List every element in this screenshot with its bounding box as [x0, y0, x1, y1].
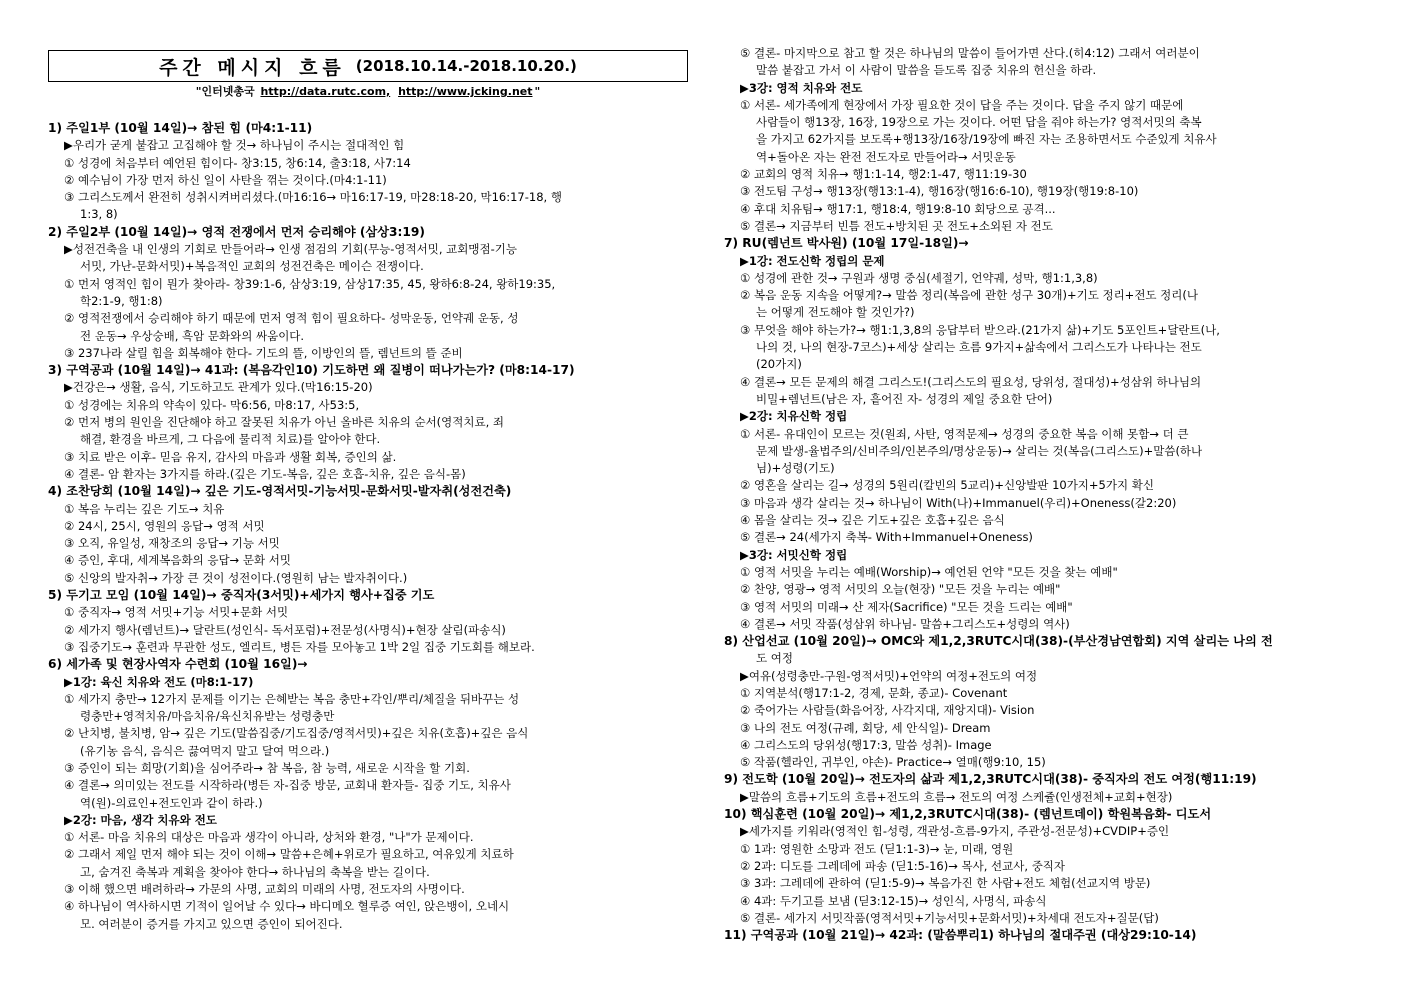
list-item: ① 복음 누리는 깊은 기도→ 치유	[64, 501, 225, 516]
continuation-line: 서밋, 가난-문화서밋)+복음적인 교회의 성전건축은 메이슨 전쟁이다.	[80, 259, 424, 274]
list-item: ④ 4과: 두기고를 보냄 (딛3:12-15)→ 성인식, 사명식, 파송식	[740, 893, 1047, 908]
summary-line: ▶여유(성령충만-구원-영적서밋)+언약의 여정+전도의 여정	[740, 668, 1038, 683]
list-item: ② 난치병, 불치병, 암→ 깊은 기도(말씀집중/기도집중/영적서밋)+깊은 치유(호흡)+깊은 음식	[64, 726, 529, 741]
list-item: ① 서론- 세가족에게 현장에서 가장 필요한 것이 답을 주는 것이다. 답을 주지 않기 때문에	[740, 97, 1184, 112]
list-item: ⑤ 결론- 세가지 서밋작품(영적서밋+기능서밋+문화서밋)+차세대 전도자+질문(답)	[740, 910, 1159, 925]
list-item: ③ 오직, 유일성, 재창조의 응답→ 기능 서밋	[64, 536, 280, 551]
lecture-heading: ▶1강: 전도신학 정립의 문제	[740, 253, 885, 268]
links-prefix: "인터넷총국	[195, 85, 255, 98]
list-item: ① 1과: 영원한 소망과 전도 (딛1:1-3)→ 눈, 미래, 영원	[740, 841, 1014, 856]
list-item: ⑤ 결론→ 24(세가지 축복- With+Immanuel+Oneness)	[740, 530, 1033, 545]
list-item: ④ 그리스도의 당위성(행17:3, 말씀 성취)- Image	[740, 737, 992, 752]
list-item: ① 성경에 관한 것→ 구원과 생명 중심(세절기, 언약궤, 성막, 행1:1,3,8)	[740, 270, 1098, 285]
list-item: ① 중직자→ 영적 서밋+기능 서밋+문화 서밋	[64, 605, 289, 620]
section-heading: 8) 산업선교 (10월 20일)→ OMC와 제1,2,3RUTC시대(38)-(부산경남연합회) 지역 살리는 나의 전	[724, 634, 1273, 649]
list-item: ② 2과: 디도를 그레데에 파송 (딛1:5-16)→ 목사, 선교사, 중직자	[740, 858, 1066, 873]
section-heading: 1) 주일1부 (10월 14일)→ 참된 힘 (마4:1-11)	[48, 121, 313, 135]
list-item: ③ 마음과 생각 살리는 것→ 하나님이 With(나)+Immanuel(우리)+Oneness(갈2:20)	[740, 495, 1177, 510]
list-item: ① 서론- 마음 치유의 대상은 마음과 생각이 아니라, 상처와 환경, "나"가 문제이다.	[64, 830, 474, 845]
continuation-line: 고, 숨겨진 축복과 계획을 찾아야 한다→ 하나님의 축복을 받는 길이다.	[80, 864, 430, 879]
continuation-line: 모. 여러분이 증거를 가지고 있으면 증인이 되어진다.	[80, 916, 343, 931]
list-item: ④ 하나님이 역사하시면 기적이 일어날 수 있다→ 바디메오 혈루증 여인, 앉은뱅이, 오네시	[64, 899, 510, 914]
list-item: ③ 나의 전도 여정(규례, 회당, 세 안식일)- Dream	[740, 720, 991, 735]
continuation-line: 을 가지고 62가지를 보도록+행13장/16장/19장에 빠진 자는 조용하면서도 수준있게 치유사	[756, 132, 1217, 147]
section-heading: 4) 조찬당회 (10월 14일)→ 깊은 기도-영적서밋-기능서밋-문화서밋-발자취(성전건축)	[48, 484, 512, 499]
link-data-rutc[interactable]: http://data.rutc.com,	[260, 85, 391, 98]
continuation-line: 학2:1-9, 행1:8)	[80, 293, 163, 308]
list-item: ⑤ 결론- 마지막으로 참고 할 것은 하나님의 말씀이 들어가면 산다.(히4:12) 그래서 여러분이	[740, 46, 1200, 60]
list-item: ③ 그리스도께서 완전히 성취시켜버리셨다.(마16:16→ 마16:17-19, 마28:18-20, 막16:17-18, 행	[64, 190, 562, 205]
list-item: ③ 영적 서밋의 미래→ 산 제자(Sacrifice) "모든 것을 드리는 예배"	[740, 599, 1073, 614]
list-item: ① 영적 서밋을 누리는 예배(Worship)→ 예언된 언약 "모든 것을 찾는 예배"	[740, 564, 1118, 579]
list-item: ③ 3과: 그레데에 관하여 (딛1:5-9)→ 복음가진 한 사람+전도 체험(선교지역 방문)	[740, 876, 1151, 891]
section-heading: 6) 세가족 및 현장사역자 수련회 (10월 16일)→	[48, 657, 308, 672]
list-item: ② 세가지 행사(렘넌트)→ 달란트(성인식- 독서포럼)+전문성(사명식)+현장 살림(파송식)	[64, 622, 506, 637]
list-item: ④ 결론→ 의미있는 전도를 시작하라(병든 자-집중 방문, 교회내 환자들- 집중 기도, 치유사	[64, 778, 511, 793]
list-item: ③ 전도팀 구성→ 행13장(행13:1-4), 행16장(행16:6-10), 행19장(행19:8-10)	[740, 184, 1139, 199]
list-item: ③ 증인이 되는 희망(기회)을 심어주라→ 참 복음, 참 능력, 새로운 시작을 할 기회.	[64, 760, 470, 775]
right-message-list	[724, 45, 1360, 944]
list-item: ⑤ 작품(헬라인, 귀부인, 야손)- Practice→ 열매(행9:10, 15)	[740, 755, 1046, 770]
list-item: ④ 결론- 암 환자는 3가지를 하라.(깊은 기도-복음, 깊은 호흡-치유, 깊은 음식-몸)	[64, 466, 466, 481]
list-item: ② 예수님이 가장 먼저 하신 일이 사탄을 꺾는 것이다.(마4:1-11)	[64, 172, 387, 187]
continuation-line: 는 어떻게 전도해야 할 것인가?)	[756, 305, 915, 320]
continuation-line: 사람들이 행13장, 16장, 19장으로 가는 것이다. 어떤 답을 줘야 하는가? 영적서밋의 축복	[756, 115, 1202, 130]
list-item: ① 세가지 충만→ 12가지 문제를 이기는 은혜받는 복음 충만+각인/뿌리/체질을 뒤바꾸는 성	[64, 691, 520, 706]
section-heading: 10) 핵심훈련 (10월 20일)→ 제1,2,3RUTC시대(38)- (렘넌트데이) 학원복음화- 디도서	[724, 807, 1212, 822]
list-item: ③ 집중기도→ 훈련과 무관한 성도, 엘리트, 병든 자를 모아놓고 1박 2일 집중 기도회를 해보라.	[64, 639, 535, 654]
summary-line: ▶우리가 굳게 붙잡고 고집해야 할 것→ 하나님이 주시는 절대적인 힘	[64, 138, 405, 153]
date-range: (2018.10.14.-2018.10.20.)	[355, 57, 577, 75]
continuation-line: (20가지)	[756, 357, 802, 372]
summary-line: ▶세가지를 키워라(영적인 힘-성령, 객관성-흐름-9가지, 주관성-전문성)+CVDIP+증인	[740, 824, 1170, 839]
continuation-line: 해결, 환경을 바르게, 그 다음에 물리적 치료)를 알아야 한다.	[80, 432, 381, 447]
continuation-line: 역+돌아온 자는 완전 전도자로 만들어라→ 서밋운동	[756, 149, 1016, 164]
list-item: ② 그래서 제일 먼저 해야 되는 것이 이해→ 말씀+은혜+위로가 필요하고, 여유있게 치료하	[64, 847, 514, 862]
continuation-line: 령충만+영적치유/마음치유/육신치유받는 성령충만	[80, 709, 335, 724]
continuation-line: 전 운동→ 우상숭배, 흑암 문화와의 싸움이다.	[80, 328, 305, 343]
section-heading: 3) 구역공과 (10월 14일)→ 41과: (복음각인10) 기도하면 왜 질병이 떠나가는가? (마8:14-17)	[48, 363, 575, 378]
list-item: ④ 후대 치유팀→ 행17:1, 행18:4, 행19:8-10 회당으로 공격...	[740, 201, 1056, 216]
left-message-list	[48, 120, 688, 933]
list-item: ② 영혼을 살리는 길→ 성경의 5원리(칼빈의 5교리)+신앙발판 10가지+5가지 확신	[740, 478, 1154, 493]
continuation-line: 나의 것, 나의 현장-7코스)+세상 살리는 흐름 9가지+삶속에서 그리스도가 나타나는 전도	[756, 340, 1202, 355]
continuation-line: 비밀+렘넌트(남은 자, 흩어진 자- 성경의 제일 중요한 단어)	[756, 391, 1053, 406]
list-item: ③ 치료 받은 이후- 믿음 유지, 감사의 마음과 생활 회복, 증인의 삶.	[64, 449, 397, 464]
list-item: ⑤ 신앙의 발자취→ 가장 큰 것이 성전이다.(영원히 남는 발자취이다.)	[64, 570, 408, 585]
title-box	[48, 50, 688, 82]
section-heading: 9) 전도학 (10월 20일)→ 전도자의 삶과 제1,2,3RUTC시대(38)- 중직자의 전도 여정(행11:19)	[724, 772, 1257, 787]
lecture-heading: ▶2강: 치유신학 정립	[740, 409, 848, 424]
list-item: ⑤ 결론→ 지금부터 빈틈 전도+방치된 곳 전도+소외된 자 전도	[740, 218, 1053, 233]
summary-line: ▶건강은→ 생활, 음식, 기도하고도 관계가 있다.(막16:15-20)	[64, 380, 373, 395]
section-heading: 7) RU(렘넌트 박사원) (10월 17일-18일)→	[724, 236, 969, 251]
list-item: ③ 무엇을 해야 하는가?→ 행1:1,3,8의 응답부터 받으라.(21가지 삶)+기도 5포인트+달란트(나,	[740, 322, 1220, 337]
lecture-heading: ▶2강: 마음, 생각 치유와 전도	[64, 812, 217, 827]
continuation-line: 말씀 붙잡고 가서 이 사람이 말씀을 듣도록 집중 치유의 헌신을 하라.	[756, 63, 1097, 78]
summary-line: ▶말씀의 흐름+기도의 흐름+전도의 흐름→ 전도의 여정 스케쥴(인생전체+교회+현장)	[740, 789, 1173, 804]
source-links	[48, 82, 688, 102]
lecture-heading: ▶3강: 영적 치유와 전도	[740, 80, 863, 95]
section-heading: 11) 구역공과 (10월 21일)→ 42과: (말씀뿌리1) 하나님의 절대주권 (대상29:10-14)	[724, 928, 1197, 943]
continuation-line: 문제 발생-율법주의/신비주의/인본주의/명상운동)→ 살리는 것(복음(그리스도)+말씀(하나	[756, 443, 1203, 458]
list-item: ② 죽어가는 사람들(화음어장, 사각지대, 재앙지대)- Vision	[740, 703, 1035, 718]
list-item: ① 먼저 영적인 힘이 뭔가 찾아라- 창39:1-6, 삼상3:19, 삼상17:35, 45, 왕하6:8-24, 왕하19:35,	[64, 276, 556, 291]
summary-line: ▶성전건축을 내 인생의 기회로 만들어라→ 인생 점검의 기회(무능-영적서밋, 교회맹점-기능	[64, 242, 517, 257]
list-item: ① 성경에 처음부터 예언된 힘이다- 창3:15, 창6:14, 출3:18, 사7:14	[64, 155, 411, 170]
list-item: ③ 237나라 살릴 힘을 회복해야 한다- 기도의 뜰, 이방인의 뜰, 렘넌트의 뜰 준비	[64, 345, 463, 360]
list-item: ③ 이해 했으면 배려하라→ 가문의 사명, 교회의 미래의 사명, 전도자의 사명이다.	[64, 882, 465, 897]
list-item: ② 교회의 영적 치유→ 행1:1-14, 행2:1-47, 행11:19-30	[740, 167, 1027, 182]
link-jcking[interactable]: http://www.jcking.net	[398, 85, 533, 98]
list-item: ② 24시, 25시, 영원의 응답→ 영적 서밋	[64, 518, 265, 533]
list-item: ④ 몸을 살리는 것→ 깊은 기도+깊은 호흡+깊은 음식	[740, 513, 1005, 528]
continuation-line: 님)+성령(기도)	[756, 461, 835, 476]
section-heading: 5) 두기고 모임 (10월 14일)→ 중직자(3서밋)+세가지 행사+집중 기도	[48, 588, 435, 603]
continuation-line: 역(원)-의료인+전도인과 같이 하라.)	[80, 795, 263, 810]
continuation-line: 도 여정	[756, 651, 793, 666]
list-item: ④ 결론→ 서밋 작품(성삼위 하나님- 말씀+그리스도+성령의 역사)	[740, 616, 1070, 631]
list-item: ② 찬양, 영광→ 영적 서밋의 오늘(현장) "모든 것을 누리는 예배"	[740, 582, 1061, 597]
page-title: 주간 메시지 흐름	[159, 56, 346, 79]
list-item: ② 복음 운동 지속을 어떻게?→ 말씀 정리(복음에 관한 성구 30개)+기도 정리+전도 정리(나	[740, 288, 1198, 303]
list-item: ① 지역분석(행17:1-2, 경제, 문화, 종교)- Covenant	[740, 685, 1008, 700]
links-suffix: "	[534, 85, 541, 98]
list-item: ② 먼저 병의 원인을 진단해야 하고 잘못된 치유가 아닌 올바른 치유의 순서(영적치료, 죄	[64, 415, 505, 430]
list-item: ② 영적전쟁에서 승리해야 하기 때문에 먼저 영적 힘이 필요하다- 성막운동, 언약궤 운동, 성	[64, 311, 519, 326]
section-heading: 2) 주일2부 (10월 14일)→ 영적 전쟁에서 먼저 승리해야 (삼상3:19)	[48, 224, 425, 239]
list-item: ④ 결론→ 모든 문제의 해결 그리스도!(그리스도의 필요성, 당위성, 절대성)+성삼위 하나님의	[740, 374, 1202, 389]
lecture-heading: ▶3강: 서밋신학 정립	[740, 547, 848, 562]
right-column	[724, 0, 1360, 944]
list-item: ① 서론- 유대인이 모르는 것(원죄, 사탄, 영적문제→ 성경의 중요한 복음 이해 못함→ 더 큰	[740, 426, 1189, 441]
lecture-heading: ▶1강: 육신 치유와 전도 (마8:1-17)	[64, 674, 254, 689]
left-column	[48, 0, 688, 933]
continuation-line: (유기농 음식, 음식은 끓여먹지 말고 달여 먹으라.)	[80, 743, 330, 758]
list-item: ① 성경에는 치유의 약속이 있다- 막6:56, 마8:17, 사53:5,	[64, 397, 360, 412]
continuation-line: 1:3, 8)	[80, 207, 118, 222]
list-item: ④ 증인, 후대, 세계복음화의 응답→ 문화 서밋	[64, 553, 291, 568]
